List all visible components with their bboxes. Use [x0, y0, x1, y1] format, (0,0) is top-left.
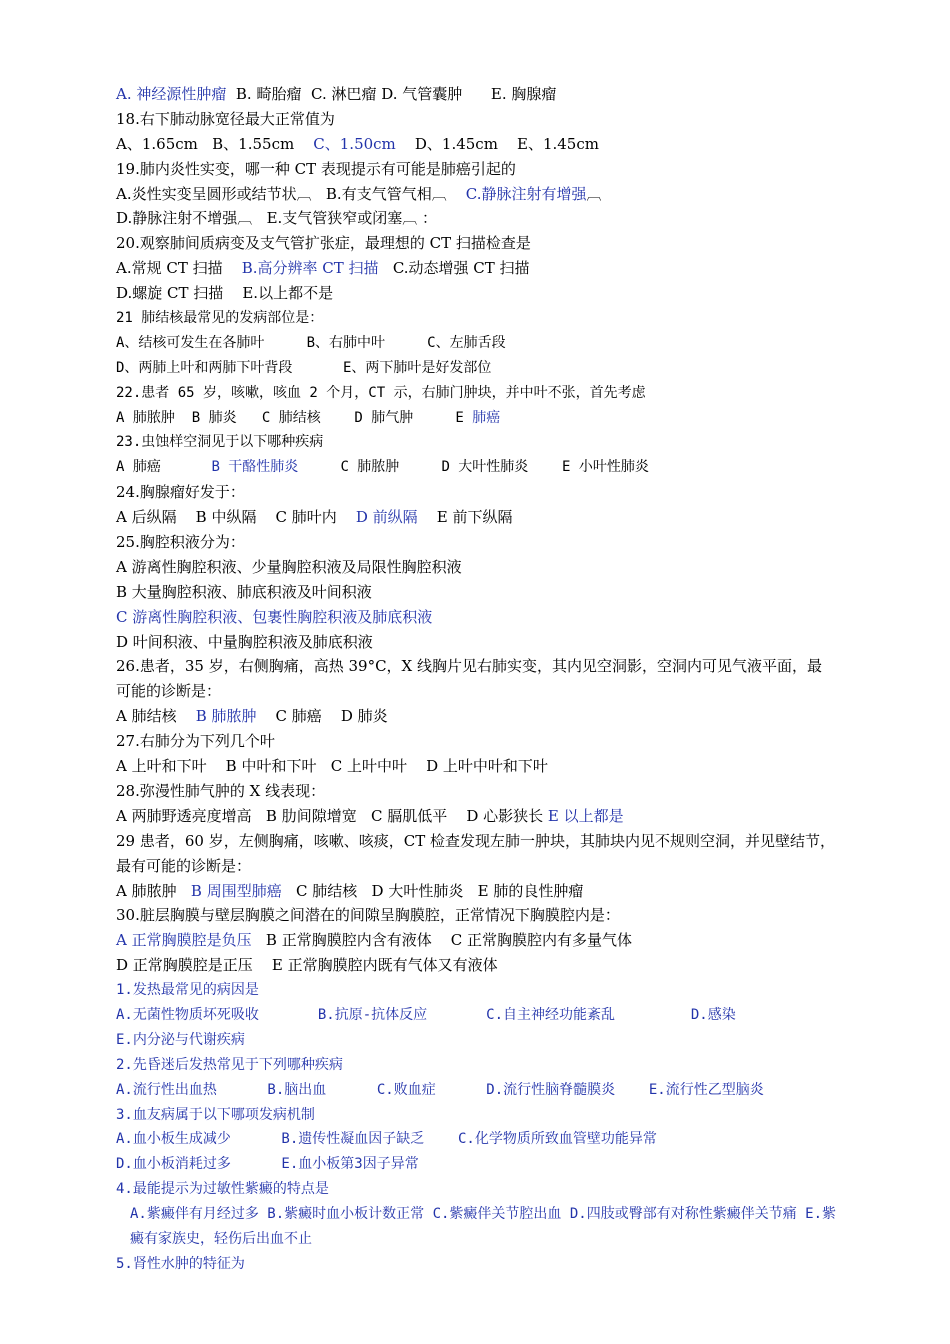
answer-text: A.紫癜伴有月经过多 B.紫癜时血小板计数正常 C.紫癜伴关节腔出血 D.四肢或臀部有对称性紫癜伴关节痛 E.紫癜有家族史，轻伤后出血不止: [130, 1206, 836, 1248]
text-segment: 28.弥漫性肺气肿的 X 线表现：: [116, 781, 326, 800]
text-segment: A 肺结核: [116, 707, 196, 726]
text-line: [116, 530, 836, 555]
text-line: [116, 953, 836, 978]
answer-text: 3.血友病属于以下哪项发病机制: [116, 1106, 315, 1123]
text-line: [116, 1202, 836, 1252]
text-segment: B. 畸胎瘤 C. 淋巴瘤 D. 气管囊肿 E. 胸腺瘤: [226, 85, 557, 103]
text-segment: B 大量胸腔积液、肺底积液及叶间积液: [116, 582, 372, 601]
text-segment: 24.胸腺瘤好发于：: [116, 483, 245, 502]
text-segment: D、两肺上叶和两肺下叶背段 E、两下肺叶是好发部位: [116, 359, 492, 376]
text-segment: 27.右肺分为下列几个叶: [116, 732, 275, 751]
text-segment: D、1.45cm E、1.45cm: [395, 134, 599, 153]
text-line: [116, 406, 836, 431]
text-line: [116, 231, 836, 256]
text-line: [116, 381, 836, 406]
answer-text: E 以上都是: [547, 806, 624, 825]
text-line: [116, 281, 836, 306]
text-line: [116, 605, 836, 630]
text-line: [116, 1003, 836, 1028]
document-page: [116, 82, 836, 1277]
answer-text: B.高分辨率 CT 扫描: [241, 259, 379, 278]
text-segment: 26.患者，35 岁，右侧胸痛，高热 39°C，X 线胸片见右肺实变，其内见空洞影，空洞内可见气液平面，最可能的诊断是：: [116, 657, 822, 701]
text-segment: 20.观察肺间质病变及支气管扩张症，最理想的 CT 扫描检查是: [116, 234, 531, 253]
text-line: [116, 82, 836, 107]
text-segment: C 肺结核 D 大叶性肺炎 E 肺的良性肿瘤: [281, 881, 584, 900]
text-segment: A 肺癌: [116, 459, 212, 476]
text-segment: 25.胸腔积液分为：: [116, 533, 245, 552]
text-line: [116, 132, 836, 157]
answer-text: C.静脉注射有增强: [465, 184, 587, 203]
text-line: [116, 630, 836, 655]
answer-text: C、1.50cm: [313, 134, 396, 153]
text-line: [116, 1252, 836, 1277]
text-line: [116, 356, 836, 381]
answer-text: A.流行性出血热 B.脑出血 C.败血症 D.流行性脑脊髓膜炎 E.流行性乙型脑炎: [116, 1081, 764, 1098]
answer-text: 1.发热最常见的病因是: [116, 982, 259, 999]
text-line: [116, 654, 836, 704]
text-line: [116, 256, 836, 281]
text-line: [116, 580, 836, 605]
answer-text: B 干酪性肺炎: [211, 459, 299, 476]
text-segment: A、结核可发生在各肺叶 B、右肺中叶 C、左肺舌段: [116, 334, 506, 351]
text-line: [116, 928, 836, 953]
answer-text: B 肺脓肿: [195, 707, 257, 726]
text-segment: D.静脉注射不增强︹ E.支气管狭窄或闭塞︹ ：: [116, 209, 438, 228]
text-segment: 19.肺内炎性实变，哪一种 CT 表现提示有可能是肺癌引起的: [116, 159, 516, 178]
answer-text: A.血小板生成减少 B.遗传性凝血因子缺乏 C.化学物质所致血管壁功能异常: [116, 1131, 657, 1148]
text-segment: A 两肺野透亮度增高 B 肋间隙增宽 C 膈肌低平 D 心影狭长: [116, 806, 548, 825]
text-line: [116, 555, 836, 580]
text-segment: A 上叶和下叶 B 中叶和下叶 C 上叶中叶 D 上叶中叶和下叶: [116, 757, 548, 776]
answer-text: 肺癌: [472, 409, 501, 426]
text-line: [116, 754, 836, 779]
text-line: [116, 1177, 836, 1202]
answer-text: E.内分泌与代谢疾病: [116, 1031, 245, 1048]
text-line: [116, 729, 836, 754]
text-segment: 30.脏层胸膜与壁层胸膜之间潜在的间隙呈胸膜腔，正常情况下胸膜腔内是：: [116, 906, 620, 925]
text-segment: A、1.65cm B、1.55cm: [116, 134, 314, 153]
answer-text: C 游离性胸腔积液、包裹性胸腔积液及肺底积液: [116, 607, 433, 626]
text-line: [116, 804, 836, 829]
text-line: [116, 157, 836, 182]
text-segment: ︹: [586, 184, 602, 203]
text-line: [116, 779, 836, 804]
text-line: [116, 430, 836, 455]
text-line: [116, 704, 836, 729]
text-segment: C 肺癌 D 肺炎: [256, 707, 388, 726]
answer-text: D.血小板消耗过多 E.血小板第3因子异常: [116, 1156, 419, 1173]
answer-text: 2.先昏迷后发热常见于下列哪种疾病: [116, 1056, 343, 1073]
text-line: [116, 978, 836, 1003]
text-segment: A.炎性实变呈圆形或结节状︹ B.有支气管气相︹: [116, 184, 466, 203]
text-line: [116, 879, 836, 904]
text-segment: D.螺旋 CT 扫描 E.以上都不是: [116, 284, 334, 303]
text-segment: A 游离性胸腔积液、少量胸腔积液及局限性胸腔积液: [116, 557, 462, 576]
answer-text: B 周围型肺癌: [190, 881, 282, 900]
text-line: [116, 455, 836, 480]
text-line: [116, 505, 836, 530]
text-segment: A 后纵隔 B 中纵隔 C 肺叶内: [116, 508, 356, 527]
text-line: [116, 331, 836, 356]
text-segment: C 肺脓肿 D 大叶性肺炎 E 小叶性肺炎: [298, 459, 649, 476]
text-segment: A 肺脓肿 B 肺炎 C 肺结核 D 肺气肿 E: [116, 409, 473, 426]
text-line: [116, 1053, 836, 1078]
text-segment: B 正常胸膜腔内含有液体 C 正常胸膜腔内有多量气体: [251, 931, 633, 950]
answer-text: 5.肾性水肿的特征为: [116, 1255, 245, 1272]
text-line: [116, 1152, 836, 1177]
text-line: [116, 1127, 836, 1152]
text-segment: 22.患者 65 岁，咳嗽，咳血 2 个月，CT 示，右肺门肿块，并中叶不张，首先考虑: [116, 384, 646, 401]
text-line: [116, 182, 836, 207]
text-segment: E 前下纵隔: [417, 508, 513, 527]
answer-text: A.无菌性物质坏死吸收 B.抗原-抗体反应 C.自主神经功能紊乱 D.感染: [116, 1007, 736, 1024]
text-segment: D 正常胸膜腔是正压 E 正常胸膜腔内既有气体又有液体: [116, 956, 498, 975]
answer-text: A. 神经源性肿瘤: [116, 85, 227, 103]
text-line: [116, 206, 836, 231]
text-line: [116, 306, 836, 331]
text-segment: C.动态增强 CT 扫描: [378, 259, 530, 278]
text-segment: 21 肺结核最常见的发病部位是：: [116, 310, 324, 327]
answer-text: D 前纵隔: [355, 508, 418, 527]
text-segment: 18.右下肺动脉宽径最大正常值为: [116, 109, 335, 128]
text-line: [116, 1103, 836, 1128]
text-line: [116, 1028, 836, 1053]
text-line: [116, 903, 836, 928]
text-line: [116, 829, 836, 879]
text-line: [116, 480, 836, 505]
text-segment: 29 患者，60 岁，左侧胸痛，咳嗽、咳痰，CT 检查发现左肺一肿块，其肺块内见不规则空洞，并见壁结节，最有可能的诊断是：: [116, 831, 835, 875]
text-segment: A.常规 CT 扫描: [116, 259, 242, 278]
answer-text: A 正常胸膜腔是负压: [116, 931, 252, 950]
answer-text: 4.最能提示为过敏性紫癜的特点是: [116, 1181, 329, 1198]
text-segment: D 叶间积液、中量胸腔积液及肺底积液: [116, 632, 373, 651]
text-line: [116, 1078, 836, 1103]
text-segment: 23.虫蚀样空洞见于以下哪种疾病: [116, 434, 324, 451]
text-line: [116, 107, 836, 132]
text-segment: A 肺脓肿: [116, 881, 191, 900]
